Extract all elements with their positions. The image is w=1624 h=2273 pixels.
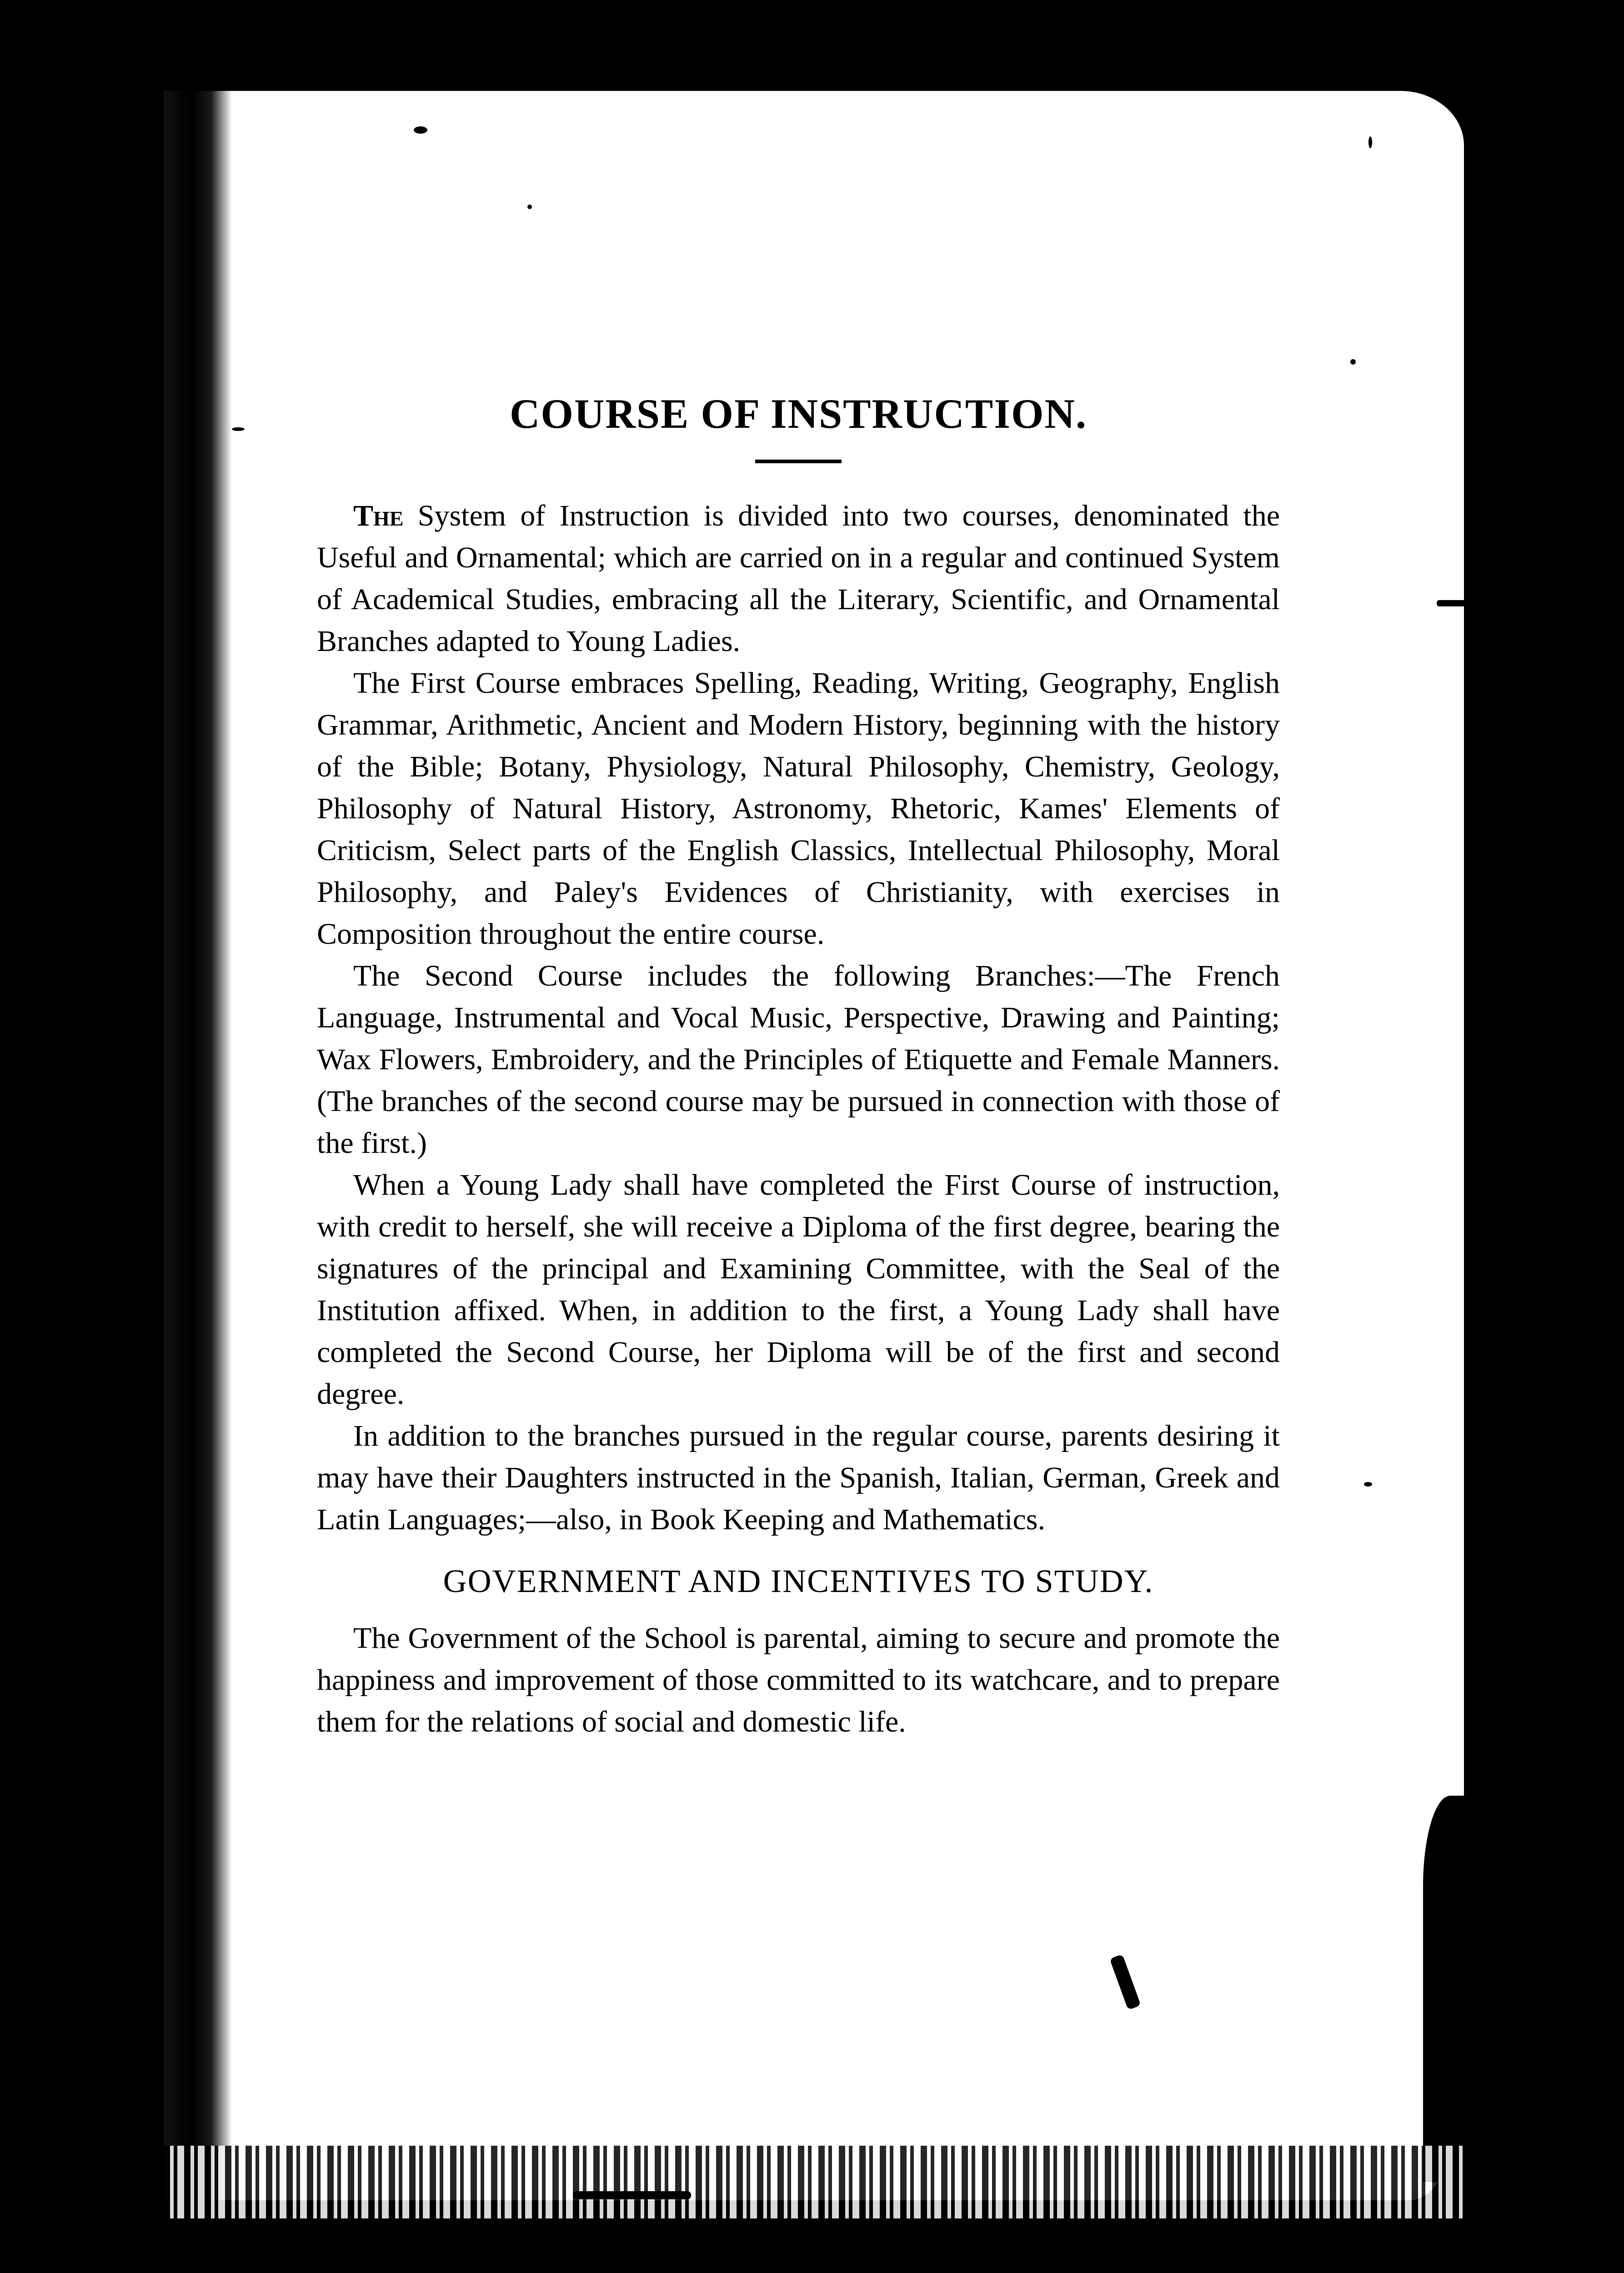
paragraph-government: The Government of the School is parental, aiming to secure and promote the happiness and improvement of those committed to its watchcare, and to prepare them for the relations of social and domestic life. (317, 1622, 1280, 1739)
paragraph-text: System of Instruction is divided into two courses, denominated the Useful and Ornamental; which are carried on in a regular and continued System of Academical Studies, embracing all the Literary, Scientific, and Ornamental Branches adapted to Young Ladies. (317, 499, 1280, 658)
paragraph-1 (317, 495, 1280, 662)
paragraph-4: When a Young Lady shall have completed the First Course of instruction, with credit to herself, she will receive a Diploma of the first degree, bearing the signatures of the principal and Examining Committee, with the Seal of the Institution affixed. When, in addition to the first, a Young Lady shall have completed the Second Course, her Diploma will be of the first and second degree. (317, 1168, 1280, 1411)
page-edge-shadow (1423, 1796, 1478, 2182)
title-rule (755, 460, 842, 463)
lead-word: The (353, 499, 404, 533)
paragraph-3: The Second Course includes the following Branches:—The French Language, Instrumental and Vocal Music, Perspective, Drawing and Painting; Wax Flowers, Embroidery, and the Principles of Etiquette and Female Manners. (The branches of the second course may be pursued in connection with those of the first.) (317, 959, 1280, 1160)
paragraph-2: The First Course embraces Spelling, Reading, Writing, Geography, English Grammar, Arithmetic, Ancient and Modern History, beginning with the history of the Bible; Botany, Physiology, Natural Philosophy, Chemistry, Geology, Philosophy of Natural History, Astronomy, Rhetoric, Kames' Elements of Criticism, Select parts of the English Classics, Intellectual Philosophy, Moral Philosophy, and Paley's Evidences of Christianity, with exercises in Composition throughout the entire course. (317, 666, 1280, 951)
section-heading: GOVERNMENT AND INCENTIVES TO STUDY. (443, 1563, 1154, 1600)
document-body (317, 391, 1280, 1743)
ragged-bottom-edge (164, 2146, 1464, 2218)
paragraph-5: In addition to the branches pursued in the regular course, parents desiring it may have their Daughters instructed in the Spanish, Italian, German, Greek and Latin Languages;—also, in Book Keeping and Mathematics. (317, 1419, 1280, 1537)
binding-edge (164, 91, 232, 2200)
binding-shadow (114, 1318, 124, 1764)
page-title: COURSE OF INSTRUCTION. (509, 391, 1087, 437)
